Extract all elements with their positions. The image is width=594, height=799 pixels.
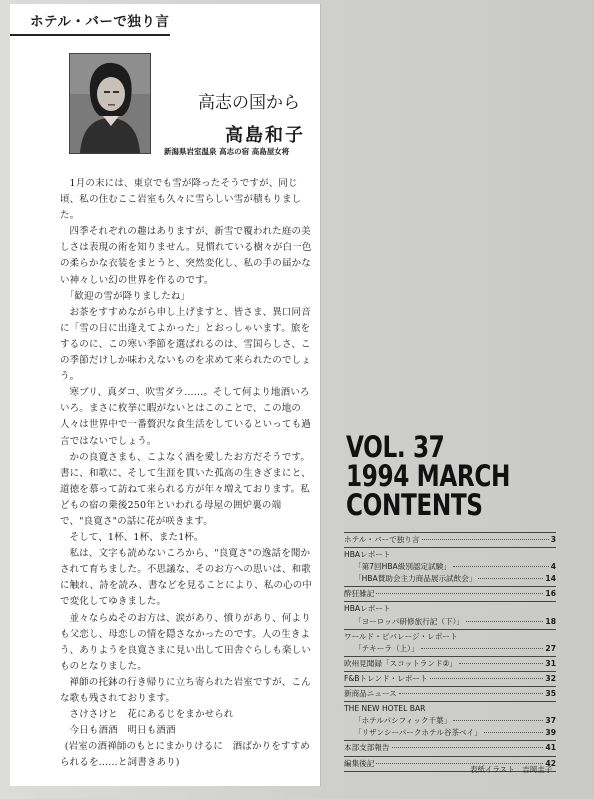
toc-item xyxy=(344,727,556,739)
toc-group-heading xyxy=(344,549,556,561)
essay-paragraph: 寒ブリ、真ダコ、吹雪ダラ……。そして何より地酒いろいろ。まさに枚挙に暇がないとはこのことで、この地の人々は世界中で一番贅沢な食生活をしているといっても過言ではないでしょう。 xyxy=(60,387,311,447)
toc-item xyxy=(344,742,556,754)
toc-item-page: 41 xyxy=(545,743,556,753)
toc-divider xyxy=(344,740,556,741)
toc-item-label: HBAレポート xyxy=(344,550,391,560)
toc-divider xyxy=(344,756,556,757)
toc-item xyxy=(344,534,556,546)
toc-item xyxy=(344,643,556,655)
toc-item-label: 「リザンシーパークホテル谷茶ベイ」 xyxy=(354,728,482,738)
toc-item-page: 3 xyxy=(550,535,556,544)
toc-group-heading xyxy=(344,603,556,615)
toc-item-label: ワールド・ビバレージ・レポート xyxy=(344,631,458,641)
toc-divider xyxy=(344,601,556,602)
toc-item-label: 欧州見聞録「スコットランド②」 xyxy=(344,658,457,668)
toc-group-heading xyxy=(344,703,556,715)
toc-item xyxy=(344,561,556,573)
toc-item xyxy=(344,715,556,727)
toc-divider xyxy=(344,547,556,548)
essay-paragraph: 1月の末には、東京でも雪が降ったそうですが、同じ頃、私の住むここ岩室も久々に雪らしい雪が積もりました。 xyxy=(60,178,302,222)
toc-item xyxy=(344,573,556,585)
section-header-text: ホテル・バーで独り言 xyxy=(30,14,170,30)
toc-item-page: 37 xyxy=(545,716,556,726)
toc-item-page: 42 xyxy=(545,758,556,768)
toc-item-label: ホテル・バーで独り言 xyxy=(344,535,420,544)
toc-item xyxy=(344,673,556,685)
toc-item xyxy=(344,616,556,628)
toc-item-label: THE NEW HOTEL BAR xyxy=(344,704,426,714)
toc-item-label: F&Bトレンド・レポート xyxy=(344,673,428,683)
toc-item-page: 18 xyxy=(545,616,556,626)
toc-item-label: 「HBA賛助会主力商品展示試飲会」 xyxy=(354,574,477,584)
poem-note: (岩室の酒禅師のもとにまかりけるに 酒ばかりをすすめられるを……と詞書きあり) xyxy=(60,741,310,769)
toc-item xyxy=(344,688,556,700)
toc-item-label: 本部支部報告 xyxy=(344,743,390,753)
toc-item-page: 39 xyxy=(545,728,556,738)
essay-paragraph: 四季それぞれの趣はありますが、新雪で覆われた庭の美しさは表現の術を知りません。見慣れている樹々が白一色の柔らかな衣装をまとうと、突然変化し、私の手の届かない神々しい幻の世界を作るのです。 xyxy=(60,226,312,286)
toc-item-page: 31 xyxy=(545,658,556,668)
toc-divider xyxy=(344,586,556,587)
author-photo xyxy=(69,53,151,154)
author-name: 高島和子 xyxy=(225,125,305,146)
table-of-contents xyxy=(344,531,556,773)
toc-item-page: 4 xyxy=(550,562,556,572)
toc-divider xyxy=(344,686,556,687)
toc-divider xyxy=(344,629,556,630)
volume-number: VOL. 37 xyxy=(346,430,445,464)
toc-item-page: 32 xyxy=(545,673,556,683)
toc-item-page: 35 xyxy=(545,689,556,699)
toc-item-label: 新商品ニュース xyxy=(344,689,397,699)
poem-line: 今日も酒酒 明日も酒酒 xyxy=(69,725,176,737)
cover-illustration-credit: 表紙イラスト 吉岡圭子 xyxy=(470,765,553,774)
toc-item-label: 編集後記 xyxy=(344,758,375,768)
toc-item xyxy=(344,658,556,670)
author-affiliation: 新潟県岩室温泉 高志の宿 高島屋女将 xyxy=(164,147,290,156)
volume-heading xyxy=(346,430,518,522)
essay-body xyxy=(60,176,314,771)
toc-item-label: 「ホテルパシフィック千葉」 xyxy=(354,716,452,726)
toc-group-heading xyxy=(344,631,556,643)
toc-divider xyxy=(344,532,556,533)
toc-divider xyxy=(344,656,556,657)
toc-item-page: 14 xyxy=(545,574,556,584)
toc-item-label: 「テキーラ（上）」 xyxy=(354,643,419,653)
toc-item-label: 酔狂雑記 xyxy=(344,589,375,599)
toc-item-label: 「ヨーロッパ研修旅行記（下）」 xyxy=(354,616,464,626)
contents-heading: CONTENTS xyxy=(346,488,483,522)
volume-date: 1994 MARCH xyxy=(346,459,510,493)
essay-paragraph: 禅師の托鉢の行き帰りに立ち寄られた岩室ですが、こんな歌も残されております。 xyxy=(60,676,311,704)
poem-line: さけさけと 花にあるじをまかせられ xyxy=(69,709,234,721)
toc-item-label: 「第7回HBA級別認定試験」 xyxy=(354,562,451,572)
essay-paragraph: そして、1杯、1杯、また1杯。 xyxy=(69,532,204,544)
essay-title: 高志の国から xyxy=(198,93,300,113)
essay-paragraph: 「歓迎の雪が降りましたね」 xyxy=(64,290,191,302)
section-header xyxy=(10,4,170,36)
toc-item-label: HBAレポート xyxy=(344,604,391,614)
toc-item-page: 16 xyxy=(545,589,556,599)
essay-paragraph: かの良寛さまも、こよなく酒を愛したお方だそうです。書に、和歌に、そして生涯を貫いた孤高の生きざまにと、道徳を慕って訪ねて来られる方が年々増えております。私どもの宿の乗後250年といわれる母屋の囲炉裏の端で、"良寛さ"の話に花が咲きます。 xyxy=(60,451,311,527)
portrait-image xyxy=(70,54,150,153)
toc-item xyxy=(344,588,556,600)
toc-divider xyxy=(344,671,556,672)
toc-divider xyxy=(344,701,556,702)
toc-item-page: 27 xyxy=(545,643,556,653)
essay-paragraph: 私は、文字も読めないころから、"良寛さ"の逸話を聞かされて育ちました。不思議な、そのお方への思いは、和歌に触れ、詩を読み、書などを見ることにより、私の心の中で変化してゆきました。 xyxy=(60,548,313,608)
essay-paragraph: 並々ならぬそのお方は、涙があり、憤りがあり、何よりも父恋し、母恋しの情を隠さなかったのです。人の生きよう、ありようを良寛さまに見い出して田舎ぐらしも楽しいものとなりました。 xyxy=(60,612,311,672)
essay-paragraph: お茶をすすめながら申し上げますと、皆さま、異口同音に「雪の日に出逢えてよかった」とおっしゃいます。旅をするのに、この寒い季節を選ばれるのは、雪国らしさ、この季節だけしか味わえないものを求めて来られたのでしょう。 xyxy=(60,306,311,383)
